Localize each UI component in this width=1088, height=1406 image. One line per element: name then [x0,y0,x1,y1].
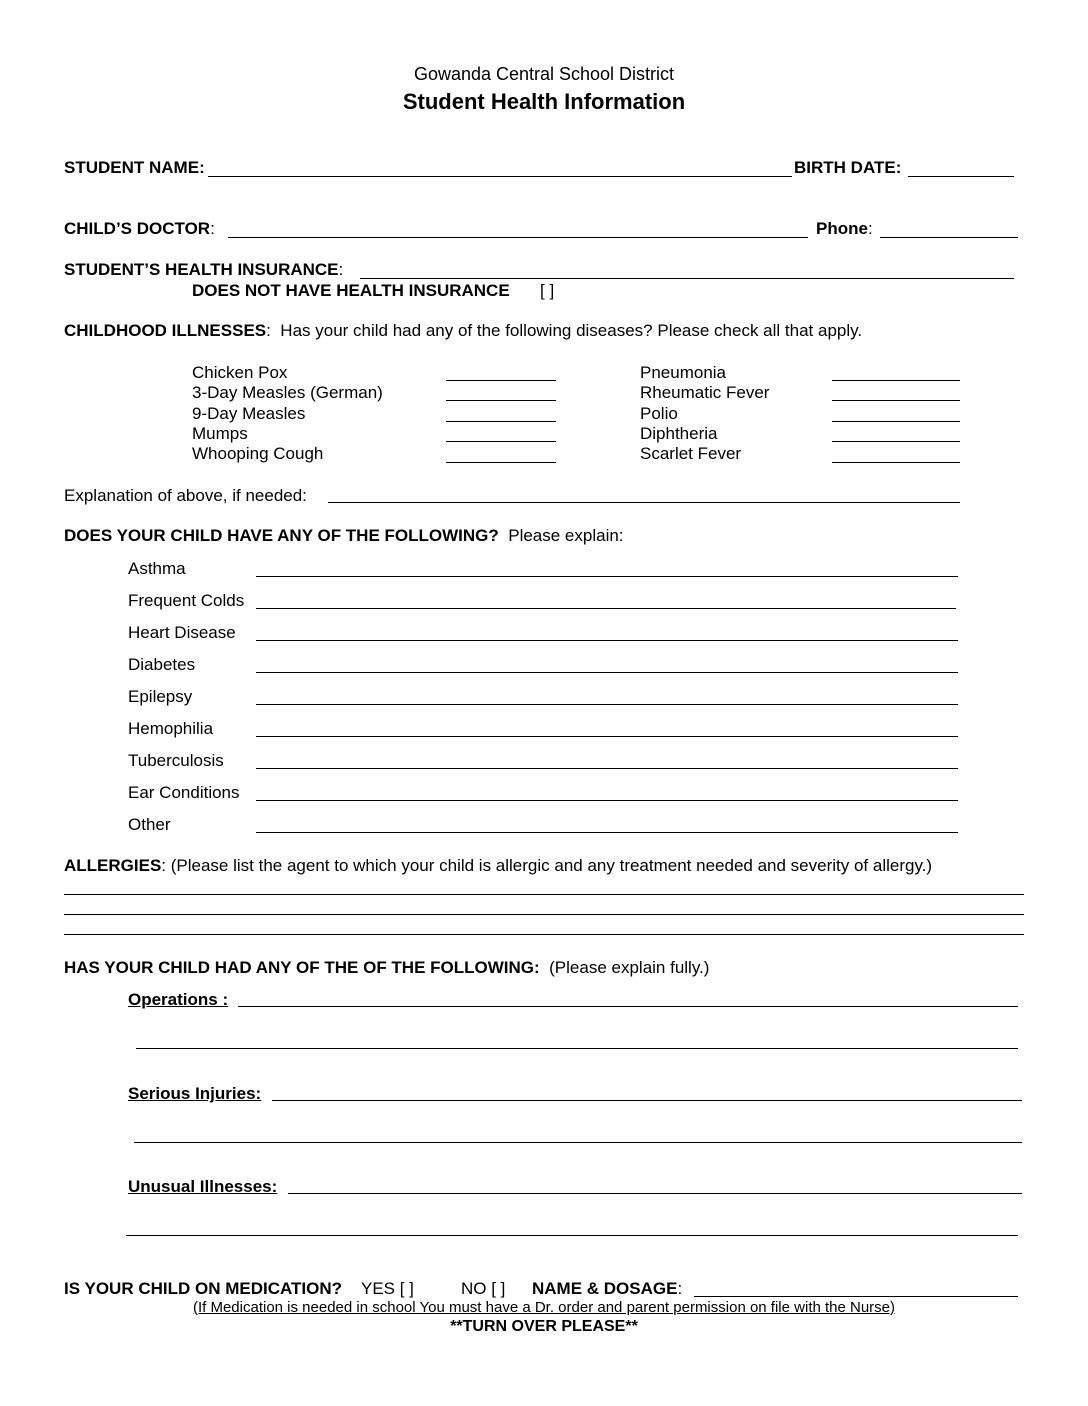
medication-question: IS YOUR CHILD ON MEDICATION? [64,1279,342,1298]
unusual-illnesses-label: Unusual Illnesses: [128,1177,278,1196]
allergies-field-2[interactable] [64,914,1024,915]
condition-tuberculosis: Tuberculosis [128,751,224,770]
serious-injuries-label: Serious Injuries: [128,1084,262,1103]
phone-label: Phone: [816,219,873,238]
check-field-9-day-measles[interactable] [446,421,556,422]
district-name: Gowanda Central School District [413,64,675,84]
illness-pneumonia: Pneumonia [640,363,727,382]
medication-no-checkbox[interactable]: NO [ ] [461,1279,506,1298]
explanation-field[interactable] [328,502,960,503]
condition-other-field[interactable] [256,832,958,833]
serious-injuries-field-1[interactable] [272,1100,1022,1101]
check-field-diphtheria[interactable] [832,441,960,442]
condition-heart-disease: Heart Disease [128,623,236,642]
no-insurance-checkbox[interactable]: [ ] [540,281,555,300]
allergies-field-1[interactable] [64,894,1024,895]
condition-hemophilia: Hemophilia [128,719,214,738]
unusual-illnesses-field-1[interactable] [288,1193,1022,1194]
illness-diphtheria: Diphtheria [640,424,718,443]
serious-injuries-field-2[interactable] [134,1142,1022,1143]
illness-whooping-cough: Whooping Cough [192,444,324,463]
birth-date-label: BIRTH DATE: [794,158,902,177]
insurance-label: STUDENT’S HEALTH INSURANCE: [64,260,344,279]
illness-3-day-measles: 3-Day Measles (German) [192,383,383,402]
name-dosage-field[interactable] [694,1296,1018,1297]
unusual-illnesses-field-2[interactable] [126,1235,1018,1236]
no-insurance-label: DOES NOT HAVE HEALTH INSURANCE [192,281,510,300]
name-dosage-label: NAME & DOSAGE: [532,1279,683,1298]
condition-hemophilia-field[interactable] [256,736,958,737]
form-title: Student Health Information [402,89,686,114]
condition-diabetes: Diabetes [128,655,196,674]
student-name-field[interactable] [208,158,792,177]
turn-over-note: **TURN OVER PLEASE** [450,1318,638,1335]
condition-diabetes-field[interactable] [256,672,958,673]
condition-other: Other [128,815,171,834]
check-field-mumps[interactable] [446,441,556,442]
illness-chicken-pox: Chicken Pox [192,363,288,382]
condition-ear-conditions: Ear Conditions [128,783,240,802]
condition-asthma: Asthma [128,559,186,578]
condition-asthma-field[interactable] [256,576,958,577]
childhood-illnesses-heading: CHILDHOOD ILLNESSES: Has your child had any of the following diseases? Please check all that apply. [64,321,863,340]
medication-yes-checkbox[interactable]: YES [ ] [361,1279,414,1298]
illness-polio: Polio [640,404,678,423]
explanation-label: Explanation of above, if needed: [64,486,307,505]
check-field-polio[interactable] [832,421,960,422]
check-field-chicken-pox[interactable] [446,380,556,381]
condition-epilepsy: Epilepsy [128,687,193,706]
check-field-scarlet-fever[interactable] [832,462,960,463]
condition-ear-conditions-field[interactable] [256,800,958,801]
check-field-3-day-measles[interactable] [446,400,556,401]
condition-heart-disease-field[interactable] [256,640,958,641]
allergies-heading: ALLERGIES: (Please list the agent to which your child is allergic and any treatment needed and severity of allergy.) [64,856,933,875]
medication-note: (If Medication is needed in school You must have a Dr. order and parent permission on file with the Nurse) [192,1299,896,1316]
operations-field-1[interactable] [238,1006,1018,1007]
check-field-whooping-cough[interactable] [446,462,556,463]
doctor-field[interactable] [228,219,808,238]
check-field-rheumatic-fever[interactable] [832,400,960,401]
doctor-label: CHILD’S DOCTOR: [64,219,215,238]
operations-field-2[interactable] [136,1048,1018,1049]
phone-field[interactable] [880,219,1018,238]
conditions-heading: DOES YOUR CHILD HAVE ANY OF THE FOLLOWING? Please explain: [64,526,624,545]
operations-label: Operations : [128,990,229,1009]
condition-frequent-colds-field[interactable] [256,608,956,609]
check-field-pneumonia[interactable] [832,380,960,381]
illness-9-day-measles: 9-Day Measles [192,404,306,423]
illness-scarlet-fever: Scarlet Fever [640,444,742,463]
allergies-field-3[interactable] [64,934,1024,935]
illness-rheumatic-fever: Rheumatic Fever [640,383,770,402]
birth-date-field[interactable] [908,158,1014,177]
student-name-label: STUDENT NAME: [64,158,205,177]
history-heading: HAS YOUR CHILD HAD ANY OF THE OF THE FOLLOWING: (Please explain fully.) [64,958,710,977]
condition-frequent-colds: Frequent Colds [128,591,245,610]
condition-tuberculosis-field[interactable] [256,768,958,769]
condition-epilepsy-field[interactable] [256,704,958,705]
insurance-field[interactable] [360,260,1014,279]
illness-mumps: Mumps [192,424,248,443]
